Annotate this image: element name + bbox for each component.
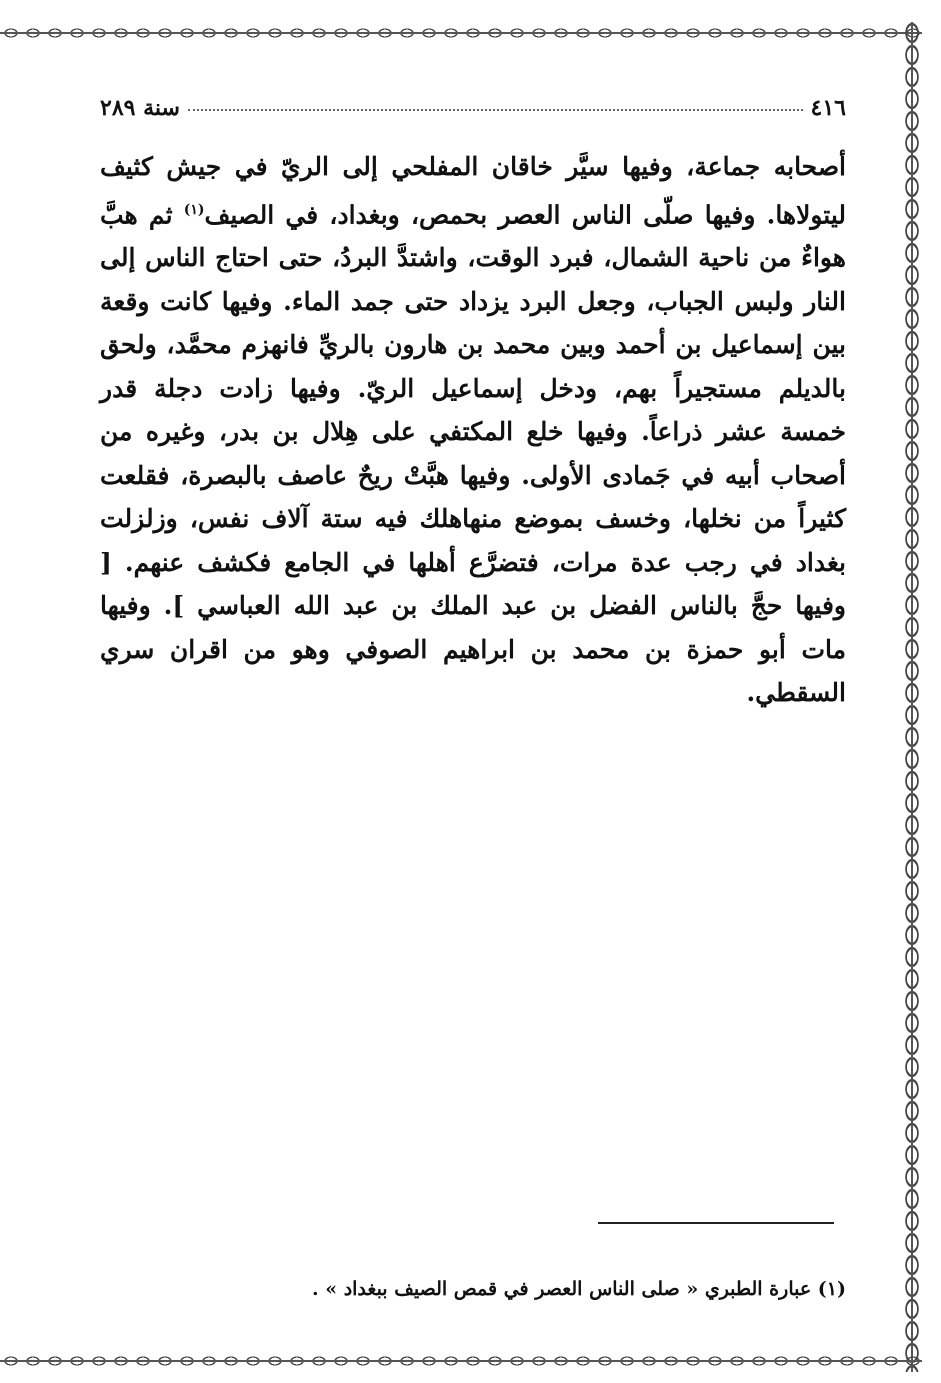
footnote-separator xyxy=(598,1222,834,1224)
ornamental-border-top xyxy=(0,22,922,44)
footnote: (١) عبارة الطبري « صلى الناس العصر في قمص الصيف ببغداد » . xyxy=(311,1278,846,1300)
body-text-part2: ثم هبَّ هواءٌ من ناحية الشمال، فبرد الوقت، واشتدَّ البردُ، حتى احتاج الناس إلى النار ولبس الجباب، وجعل البرد يزداد حتى جمد الماء. وفيها كانت وقعة بين إسماعيل بن أحمد وبين محمد بن هارون بالريِّ فانهزم محمَّد، ولحق بالديلم مستجيراً بهم، ودخل إسماعيل الريّ. وفيها زادت دجلة قدر خمسة عشر ذراعاً. وفيها خلع المكتفي على هِلال بن بدر، وغيره من أصحاب أبيه في جَمادى الأولى. وفيها هبَّتْ ريحٌ عاصف بالبصرة، فقلعت كثيراً من نخلها، وخسف بموضع منهاهلك فيه ستة آلاف نفس، وزلزلت بغداد في رجب عدة مرات، فتضرَّع أهلها في الجامع فكشف عنهم. [ وفيها حجَّ بالناس الفضل بن عبد الملك بن عبد الله العباسي ]. وفيها مات أبو حمزة بن محمد بن ابراهيم الصوفي وهو من اقران سري السقطي. xyxy=(100,199,846,708)
ornamental-border-bottom xyxy=(0,1350,922,1372)
year-label: سنة ٢٨٩ xyxy=(100,95,180,121)
ornamental-border-right xyxy=(902,22,922,1372)
header-dotted-leader xyxy=(188,109,803,111)
footnote-reference: (١) xyxy=(183,201,205,218)
page-number: ٤١٦ xyxy=(810,95,846,121)
page-content xyxy=(100,95,846,715)
body-paragraph xyxy=(100,145,846,715)
running-head xyxy=(100,95,846,125)
body-text-part1: أصحابه جماعة، وفيها سيَّر خاقان المفلحي إلى الريّ في جيش كثيف ليتولاها. وفيها صلّى الناس العصر بحمص، وبغداد، في الصيف xyxy=(100,152,846,229)
